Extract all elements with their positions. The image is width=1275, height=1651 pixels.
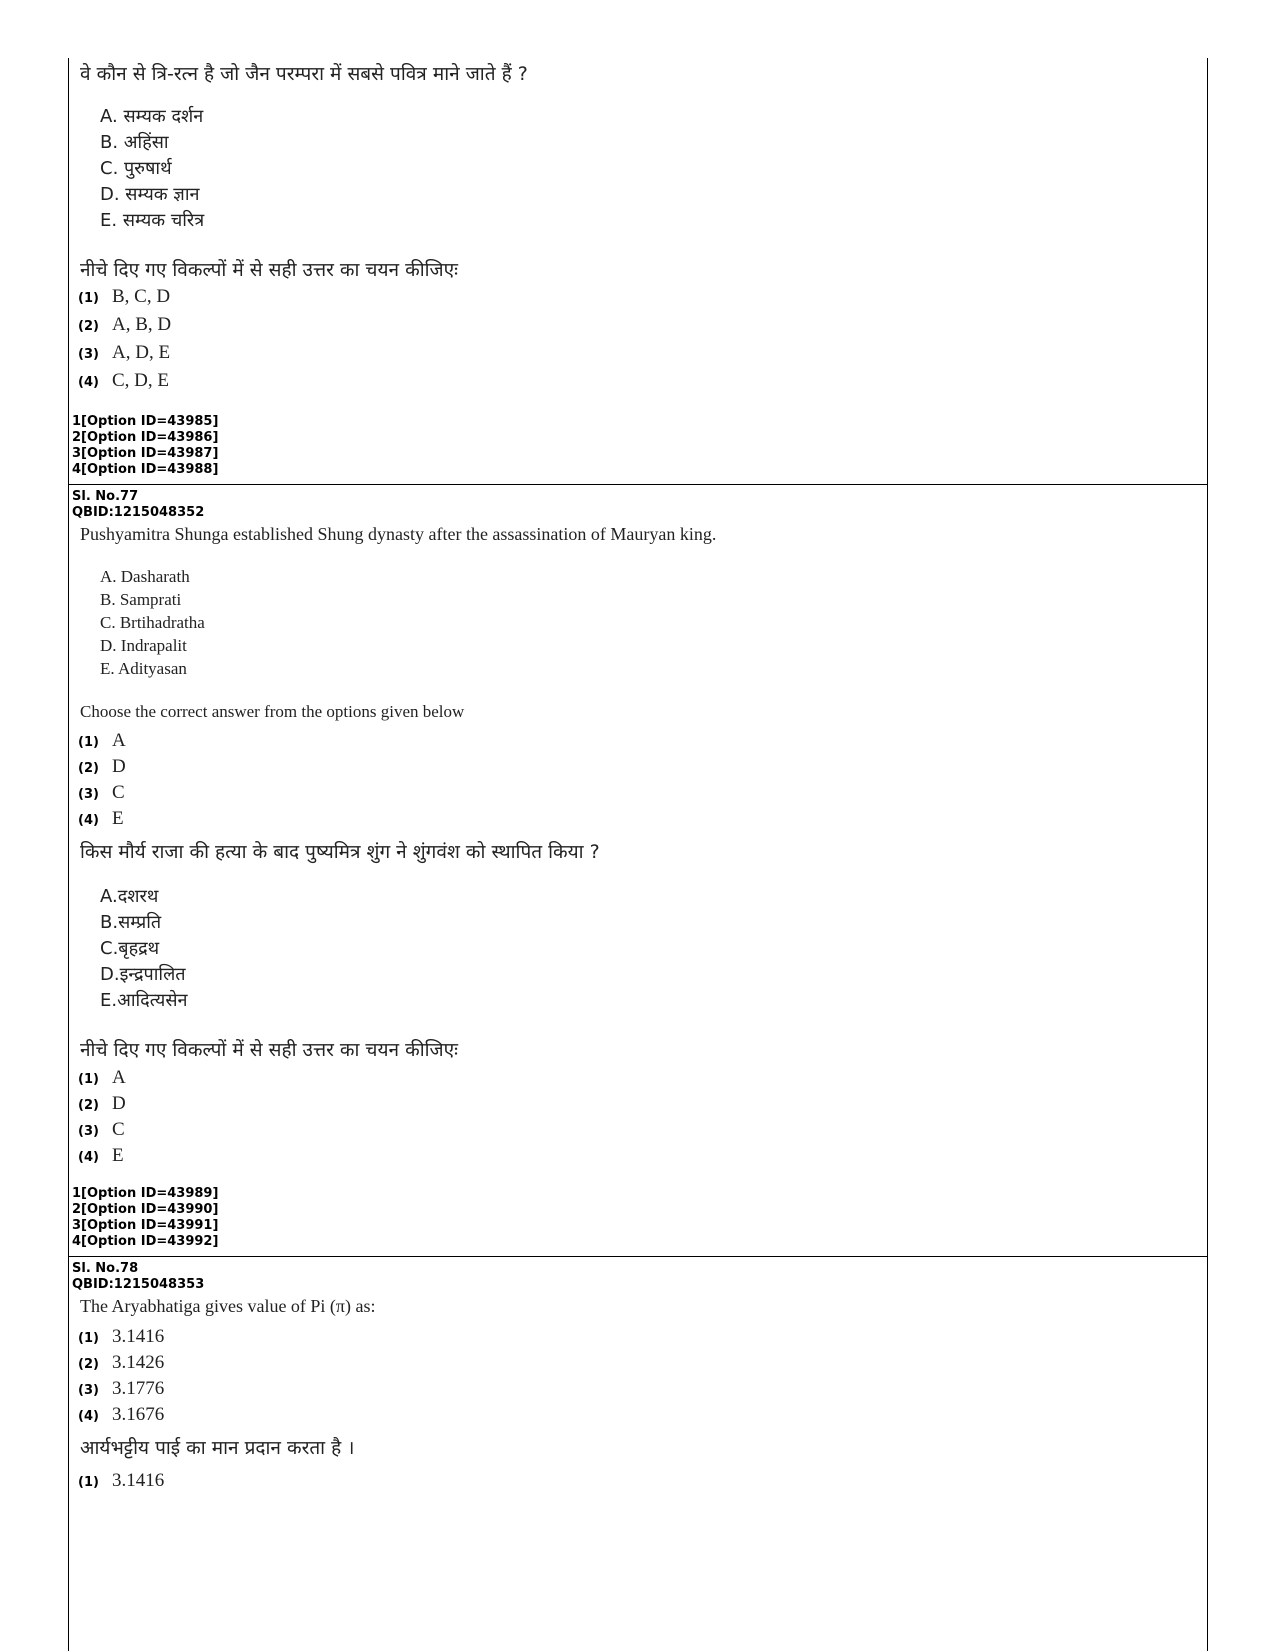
- option-value: 3.1416: [112, 1326, 165, 1347]
- option-id: 4[Option ID=43992]: [72, 1234, 219, 1249]
- option-4-hi[interactable]: [78, 1145, 124, 1167]
- statement-a: A. Dasharath: [100, 567, 190, 586]
- statement-b: B. अहिंसा: [100, 132, 169, 153]
- divider: [68, 1256, 1208, 1257]
- option-value: E: [112, 808, 124, 829]
- option-4[interactable]: [78, 1404, 164, 1426]
- statement-a-hi: A.दशरथ: [100, 886, 159, 907]
- option-value: 3.1676: [112, 1404, 165, 1425]
- option-number: (4): [78, 1150, 99, 1165]
- statement-e: E. सम्यक चरित्र: [100, 210, 205, 231]
- qbid: QBID:1215048353: [72, 1277, 205, 1292]
- statement-b-hi: B.सम्प्रति: [100, 912, 162, 933]
- option-value: E: [112, 1145, 124, 1166]
- option-value: C: [112, 1119, 125, 1140]
- option-3-hi[interactable]: [78, 1119, 125, 1141]
- option-2[interactable]: [78, 1352, 164, 1374]
- option-number: (2): [78, 1357, 99, 1372]
- option-id: 2[Option ID=43986]: [72, 430, 219, 445]
- option-number: (4): [78, 375, 99, 390]
- statement-c-hi: C.बृहद्रथ: [100, 938, 160, 959]
- question-77-text-hi: किस मौर्य राजा की हत्या के बाद पुष्यमित्र शुंग ने शुंगवंश को स्थापित किया ?: [80, 841, 600, 863]
- option-value: A, D, E: [112, 342, 171, 363]
- option-1[interactable]: [78, 286, 170, 308]
- option-id: 2[Option ID=43990]: [72, 1202, 219, 1217]
- option-id: 1[Option ID=43985]: [72, 414, 219, 429]
- question-78-text-hi: आर्यभट्टीय पाई का मान प्रदान करता है ।: [80, 1437, 355, 1459]
- option-value: A, B, D: [112, 314, 172, 335]
- option-1[interactable]: [78, 730, 126, 752]
- option-number: (3): [78, 1124, 99, 1139]
- statement-e-hi: E.आदित्यसेन: [100, 990, 188, 1011]
- option-3[interactable]: [78, 342, 170, 364]
- option-2-hi[interactable]: [78, 1093, 126, 1115]
- option-3[interactable]: [78, 782, 125, 804]
- option-1[interactable]: [78, 1326, 164, 1348]
- option-number: (1): [78, 1475, 99, 1490]
- option-number: (4): [78, 813, 99, 828]
- option-number: (1): [78, 1072, 99, 1087]
- option-2[interactable]: [78, 756, 126, 778]
- option-value: D: [112, 1093, 126, 1114]
- question-77-block: [68, 486, 1208, 1256]
- option-4[interactable]: [78, 808, 124, 830]
- option-value: A: [112, 730, 126, 751]
- option-number: (3): [78, 787, 99, 802]
- option-value: 3.1776: [112, 1378, 165, 1399]
- option-1-hi[interactable]: [78, 1067, 126, 1089]
- option-id: 4[Option ID=43988]: [72, 462, 219, 477]
- option-value: 3.1416: [112, 1470, 165, 1491]
- statement-c: C. Brtihadratha: [100, 613, 205, 632]
- option-value: B, C, D: [112, 286, 171, 307]
- option-id-list: [72, 414, 218, 478]
- option-number: (1): [78, 735, 99, 750]
- question-76-block: [68, 58, 1208, 484]
- statement-d-hi: D.इन्द्रपालित: [100, 964, 186, 985]
- option-number: (3): [78, 347, 99, 362]
- option-number: (4): [78, 1409, 99, 1424]
- option-value: A: [112, 1067, 126, 1088]
- option-value: 3.1426: [112, 1352, 165, 1373]
- statement-b: B. Samprati: [100, 590, 182, 609]
- option-id: 1[Option ID=43989]: [72, 1186, 219, 1201]
- option-number: (1): [78, 1331, 99, 1346]
- question-77-text-en: Pushyamitra Shunga established Shung dynasty after the assassination of Mauryan king.: [80, 524, 717, 544]
- option-1-hi[interactable]: [78, 1470, 164, 1492]
- option-3[interactable]: [78, 1378, 164, 1400]
- statement-d: D. सम्यक ज्ञान: [100, 184, 200, 205]
- option-number: (1): [78, 291, 99, 306]
- statement-a: A. सम्यक दर्शन: [100, 106, 204, 127]
- option-value: C, D, E: [112, 370, 169, 391]
- statement-e: E. Adityasan: [100, 659, 187, 678]
- option-number: (2): [78, 319, 99, 334]
- serial-number: Sl. No.78: [72, 1261, 139, 1276]
- option-number: (2): [78, 761, 99, 776]
- question-78-text-en: The Aryabhatiga gives value of Pi (π) as:: [80, 1296, 376, 1316]
- option-id-list: [72, 1186, 218, 1250]
- statement-c: C. पुरुषार्थ: [100, 158, 172, 179]
- serial-number: Sl. No.77: [72, 489, 139, 504]
- option-2[interactable]: [78, 314, 171, 336]
- option-number: (2): [78, 1098, 99, 1113]
- option-number: (3): [78, 1383, 99, 1398]
- qbid: QBID:1215048352: [72, 505, 205, 520]
- option-id: 3[Option ID=43987]: [72, 446, 219, 461]
- option-id: 3[Option ID=43991]: [72, 1218, 219, 1233]
- choose-instruction-hi: नीचे दिए गए विकल्पों में से सही उत्तर का चयन कीजिएः: [80, 259, 458, 281]
- option-value: D: [112, 756, 126, 777]
- question-76-text-hi: वे कौन से त्रि-रत्न है जो जैन परम्परा में सबसे पवित्र माने जाते हैं ?: [80, 63, 528, 85]
- option-value: C: [112, 782, 125, 803]
- statement-d: D. Indrapalit: [100, 636, 187, 655]
- choose-instruction-en: Choose the correct answer from the options given below: [80, 702, 465, 721]
- question-78-block: [68, 1258, 1208, 1651]
- divider: [68, 484, 1208, 485]
- option-4[interactable]: [78, 370, 169, 392]
- choose-instruction-hi: नीचे दिए गए विकल्पों में से सही उत्तर का चयन कीजिएः: [80, 1039, 458, 1061]
